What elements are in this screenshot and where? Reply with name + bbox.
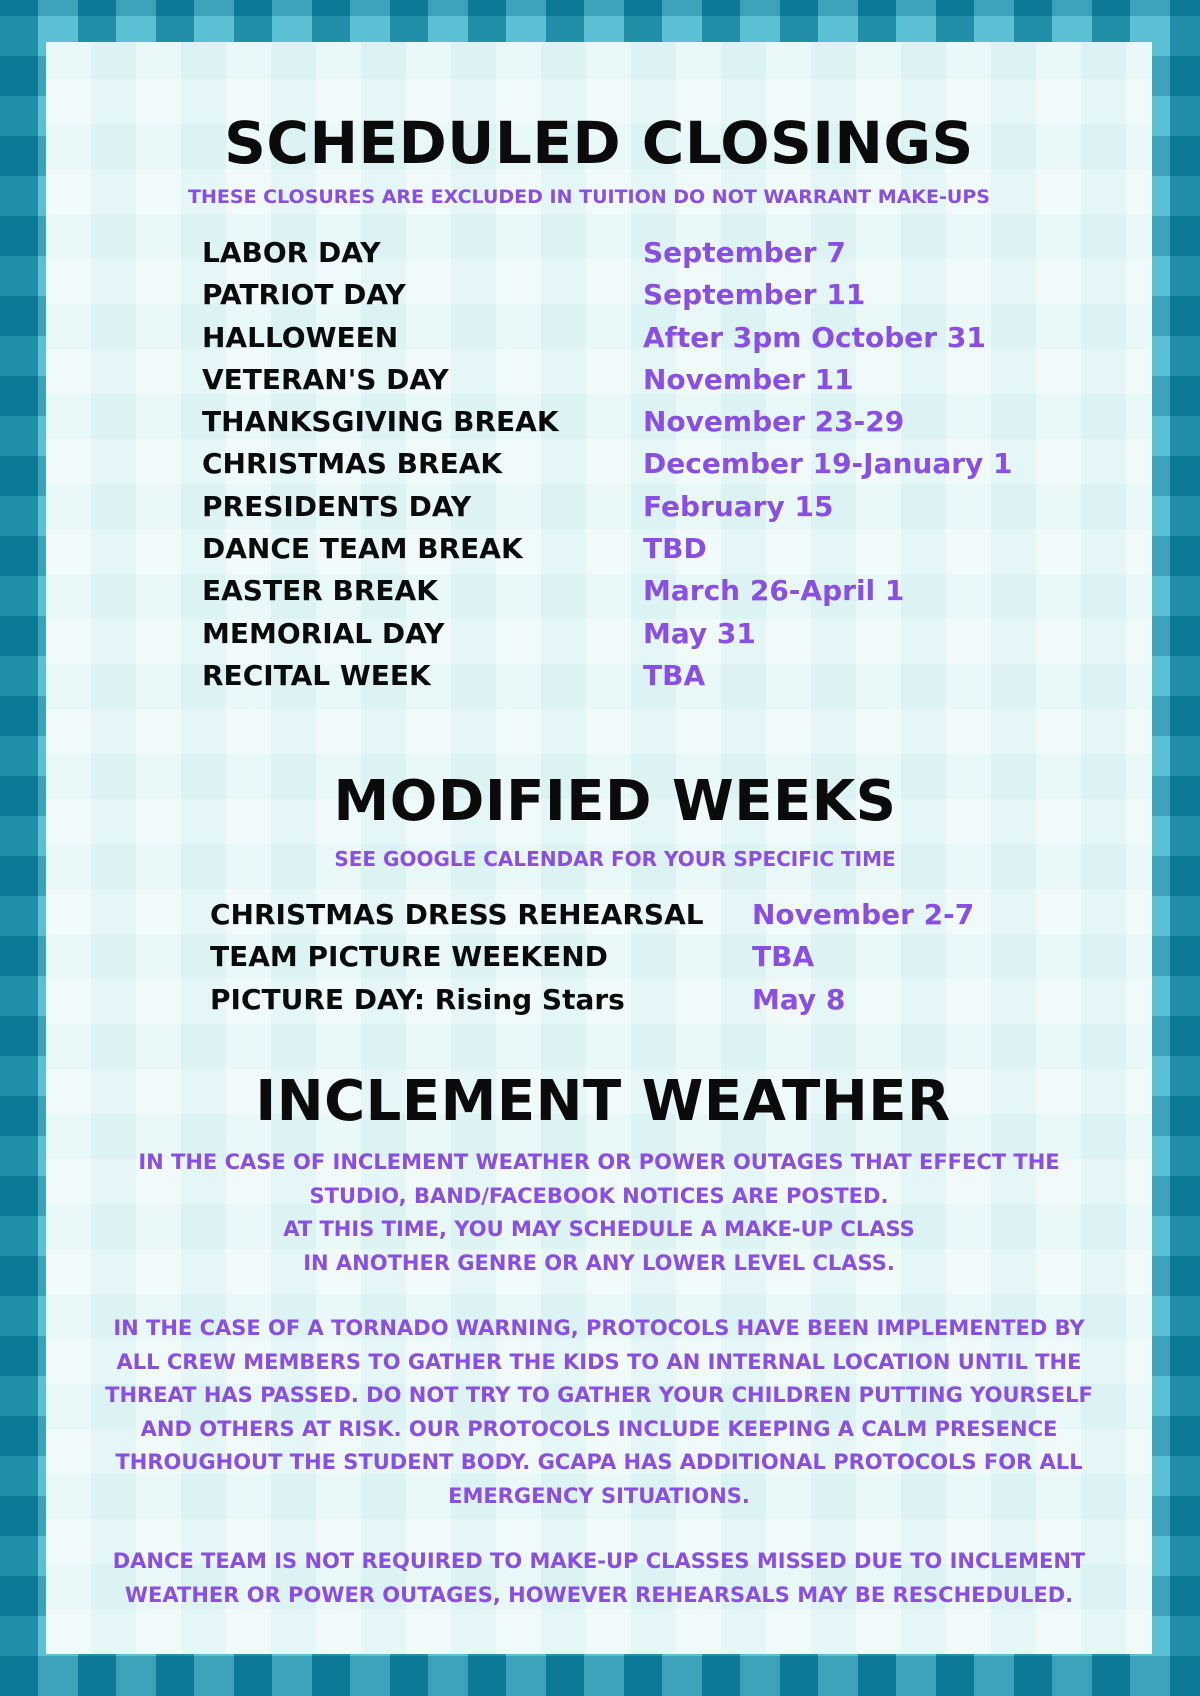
- weather-notice-paragraph: [46, 1146, 1152, 1280]
- closing-date: September 11: [643, 278, 866, 312]
- list-item: [202, 528, 1102, 570]
- closing-name: MEMORIAL DAY: [202, 616, 445, 650]
- paragraph-line: DANCE TEAM IS NOT REQUIRED TO MAKE-UP CLASSES MISSED DUE TO INCLEMENT: [112, 1549, 1086, 1573]
- closing-name: LABOR DAY: [202, 236, 381, 269]
- week-date: TBA: [752, 940, 815, 974]
- paragraph-line: IN ANOTHER GENRE OR ANY LOWER LEVEL CLASS.: [303, 1250, 895, 1275]
- week-name: CHRISTMAS DRESS REHEARSAL: [210, 898, 704, 931]
- week-date: May 8: [752, 982, 846, 1016]
- closing-name: PATRIOT DAY: [202, 278, 406, 312]
- list-item: [210, 894, 1110, 936]
- paragraph-line: THREAT HAS PASSED. DO NOT TRY TO GATHER YOUR CHILDREN PUTTING YOURSELF: [105, 1383, 1093, 1407]
- closing-date: September 7: [643, 236, 846, 269]
- scheduled-closings-subtitle: THESE CLOSURES ARE EXCLUDED IN TUITION DO NOT WARRANT MAKE-UPS: [188, 186, 990, 208]
- closing-date: February 15: [643, 489, 834, 523]
- paragraph-line: IN THE CASE OF A TORNADO WARNING, PROTOCOLS HAVE BEEN IMPLEMENTED BY: [113, 1316, 1085, 1340]
- paragraph-line: EMERGENCY SITUATIONS.: [448, 1483, 750, 1508]
- paragraph-line: THROUGHOUT THE STUDENT BODY. GCAPA HAS ADDITIONAL PROTOCOLS FOR ALL: [115, 1450, 1083, 1474]
- closing-name: EASTER BREAK: [202, 574, 438, 608]
- closing-name: VETERAN'S DAY: [202, 362, 449, 396]
- list-item: [202, 317, 1102, 359]
- week-name: TEAM PICTURE WEEKEND: [210, 940, 608, 974]
- list-item: [202, 232, 1102, 274]
- modified-weeks-title: MODIFIED WEEKS: [333, 769, 897, 834]
- closing-name: RECITAL WEEK: [202, 658, 431, 692]
- list-item: [210, 979, 1110, 1021]
- list-item: [210, 936, 1110, 978]
- closing-date: TBA: [643, 658, 706, 692]
- closing-name: CHRISTMAS BREAK: [202, 447, 503, 481]
- list-item: [202, 443, 1102, 485]
- closing-name: HALLOWEEN: [202, 320, 399, 354]
- closing-date: March 26-April 1: [643, 574, 905, 608]
- tornado-warning-paragraph: [46, 1312, 1152, 1513]
- closing-date: November 11: [643, 362, 854, 396]
- list-item: [202, 613, 1102, 655]
- closing-name: PRESIDENTS DAY: [202, 489, 472, 523]
- closing-date: November 23-29: [643, 405, 905, 439]
- list-item: [202, 274, 1102, 316]
- closing-name: THANKSGIVING BREAK: [202, 405, 559, 439]
- paragraph-line: AND OTHERS AT RISK. OUR PROTOCOLS INCLUDE KEEPING A CALM PRESENCE: [140, 1416, 1058, 1441]
- modified-weeks-list: [210, 894, 1110, 1021]
- modified-weeks-subtitle: SEE GOOGLE CALENDAR FOR YOUR SPECIFIC TIME: [334, 847, 896, 871]
- week-date: November 2-7: [752, 898, 975, 931]
- list-item: [202, 486, 1102, 528]
- list-item: [202, 359, 1102, 401]
- week-name: PICTURE DAY: Rising Stars: [210, 982, 625, 1016]
- dance-team-paragraph: [46, 1545, 1152, 1612]
- closing-date: After 3pm October 31: [643, 320, 986, 354]
- closing-date: TBD: [643, 532, 707, 566]
- closing-date: December 19-January 1: [643, 447, 1013, 481]
- paragraph-line: AT THIS TIME, YOU MAY SCHEDULE A MAKE-UP CLASS: [283, 1217, 915, 1241]
- closing-name: DANCE TEAM BREAK: [202, 532, 523, 566]
- paragraph-line: ALL CREW MEMBERS TO GATHER THE KIDS TO AN INTERNAL LOCATION UNTIL THE: [116, 1349, 1082, 1374]
- list-item: [202, 570, 1102, 612]
- list-item: [202, 401, 1102, 443]
- closing-date: May 31: [643, 616, 756, 650]
- paragraph-line: WEATHER OR POWER OUTAGES, HOWEVER REHEARSALS MAY BE RESCHEDULED.: [124, 1582, 1074, 1607]
- inclement-weather-title: INCLEMENT WEATHER: [255, 1069, 951, 1134]
- scheduled-closings-title: SCHEDULED CLOSINGS: [224, 109, 974, 177]
- scheduled-closings-list: [202, 232, 1102, 697]
- list-item: [202, 655, 1102, 697]
- paragraph-line: IN THE CASE OF INCLEMENT WEATHER OR POWER OUTAGES THAT EFFECT THE: [138, 1150, 1060, 1174]
- paragraph-line: STUDIO, BAND/FACEBOOK NOTICES ARE POSTED.: [309, 1183, 889, 1208]
- flyer-panel: [46, 42, 1152, 1654]
